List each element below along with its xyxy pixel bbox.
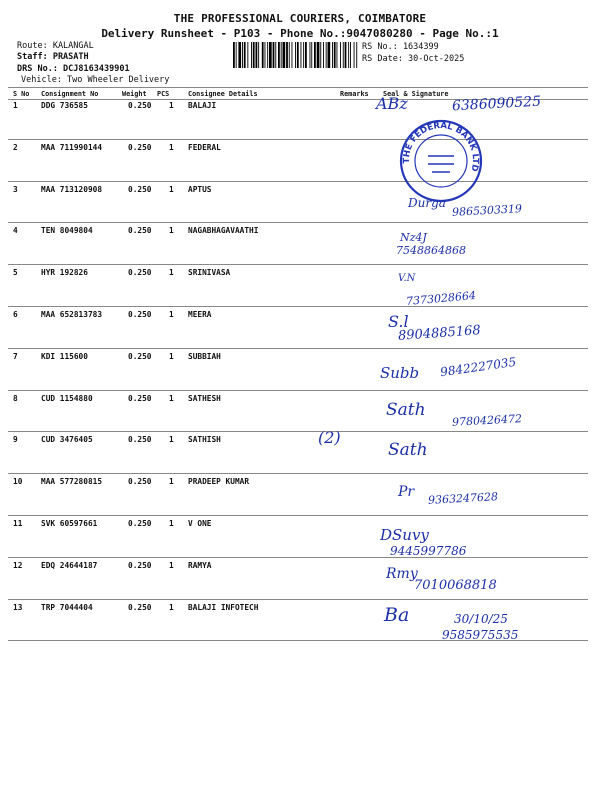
handwritten-date-13: 30/10/25 (454, 612, 508, 626)
cell-sno: 1 (13, 101, 18, 110)
cell-pcs: 1 (169, 185, 174, 194)
row-divider (8, 390, 588, 391)
cell-sno: 2 (13, 143, 18, 152)
row-divider (8, 348, 588, 349)
col-consignment: Consignment No (41, 90, 99, 98)
cell-pcs: 1 (169, 352, 174, 361)
cell-sno: 7 (13, 352, 18, 361)
cell-weight: 0.250 (128, 101, 152, 110)
signature-scribble-13: Ba (384, 604, 410, 626)
rs-date: RS Date: 30-Oct-2025 (362, 54, 465, 64)
company-name: THE PROFESSIONAL COURIERS, COIMBATORE (173, 12, 427, 25)
cell-consignee: RAMYA (188, 561, 212, 570)
cell-consignee: APTUS (188, 185, 212, 194)
signature-scribble-10: Pr (398, 484, 415, 500)
cell-pcs: 1 (169, 561, 174, 570)
cell-consignment: CUD 3476405 (41, 435, 93, 444)
table-row (8, 143, 588, 155)
col-remarks: Remarks (340, 90, 369, 98)
signature-scribble-6: S.l (388, 312, 409, 331)
cell-weight: 0.250 (128, 310, 152, 319)
row-divider (8, 139, 588, 140)
col-pcs: PCS (157, 90, 170, 98)
cell-consignee: SATHISH (188, 435, 221, 444)
col-consignee: Consignee Details (188, 90, 258, 98)
header-top-rule (8, 87, 588, 88)
cell-weight: 0.250 (128, 226, 152, 235)
cell-consignee: V ONE (188, 519, 212, 528)
table-row (8, 268, 588, 280)
cell-consignee: PRADEEP KUMAR (188, 477, 250, 486)
cell-weight: 0.250 (128, 268, 152, 277)
cell-consignment: HYR 192826 (41, 268, 88, 277)
row-divider (8, 515, 588, 516)
cell-sno: 9 (13, 435, 18, 444)
cell-consignee: SRINIVASA (188, 268, 231, 277)
cell-weight: 0.250 (128, 477, 152, 486)
cell-consignment: MAA 577280815 (41, 477, 103, 486)
cell-pcs: 1 (169, 310, 174, 319)
signature-scribble-8: Sath (386, 400, 426, 420)
cell-consignment: EDQ 24644187 (41, 561, 98, 570)
handwritten-phone-6: 8904885168 (397, 323, 482, 344)
table-row (8, 435, 588, 447)
cell-consignee: NAGABHAGAVAATHI (188, 226, 259, 235)
cell-consignee: FEDERAL (188, 143, 221, 152)
cell-weight: 0.250 (128, 603, 152, 612)
remark-marking-9: (2) (318, 428, 341, 447)
cell-consignment: TRP 7044404 (41, 603, 93, 612)
cell-pcs: 1 (169, 394, 174, 403)
cell-consignee: SATHESH (188, 394, 221, 403)
staff-label: Staff: PRASATH (17, 52, 89, 62)
handwritten-phone-5: 7373028664 (405, 288, 477, 309)
cell-consignment: MAA 713120908 (41, 185, 103, 194)
col-weight: Weight (122, 90, 147, 98)
cell-consignment: MAA 652813783 (41, 310, 103, 319)
cell-consignment: SVK 60597661 (41, 519, 98, 528)
cell-weight: 0.250 (128, 561, 152, 570)
signature-scribble-11: DSuvy (380, 526, 429, 544)
cell-pcs: 1 (169, 101, 174, 110)
table-row (8, 477, 588, 489)
cell-consignment: DDG 736585 (41, 101, 88, 110)
handwritten-phone-4: 7548864868 (396, 244, 466, 257)
cell-weight: 0.250 (128, 185, 152, 194)
cell-sno: 12 (13, 561, 23, 570)
cell-pcs: 1 (169, 226, 174, 235)
table-row (8, 519, 588, 531)
handwritten-phone-3: 9865303319 (451, 202, 523, 219)
signature-scribble-9: Sath (388, 440, 428, 460)
drs-number: DRS No.: DCJ8163439901 (17, 64, 130, 74)
handwritten-phone-7: 9842227035 (439, 354, 517, 380)
federal-bank-stamp (398, 118, 484, 204)
handwritten-phone-12: 7010068818 (414, 578, 497, 593)
row-divider (8, 222, 588, 223)
svg-text:THE FEDERAL BANK LTD.: THE FEDERAL BANK LTD (401, 120, 481, 173)
cell-consignee: BALAJI (188, 101, 217, 110)
cell-sno: 4 (13, 226, 18, 235)
row-divider (8, 599, 588, 600)
barcode (232, 42, 359, 68)
runsheet-title: Delivery Runsheet - P103 - Phone No.:9047080280 - Page No.:1 (101, 27, 499, 40)
table-row (8, 185, 588, 197)
cell-consignment: MAA 711990144 (41, 143, 103, 152)
signature-scribble-4: Nz4J (400, 231, 427, 244)
cell-weight: 0.250 (128, 143, 152, 152)
cell-consignee: BALAJI INFOTECH (188, 603, 259, 612)
cell-weight: 0.250 (128, 352, 152, 361)
signature-scribble-5: V.N (398, 273, 416, 284)
rs-number: RS No.: 1634399 (362, 42, 439, 52)
cell-consignment: TEN 8049804 (41, 226, 93, 235)
cell-sno: 11 (13, 519, 23, 528)
row-divider (8, 306, 588, 307)
cell-sno: 5 (13, 268, 18, 277)
handwritten-phone-10: 9363247628 (427, 490, 499, 507)
cell-pcs: 1 (169, 519, 174, 528)
handwritten-phone-13: 9585975535 (442, 628, 519, 642)
table-row (8, 561, 588, 573)
cell-consignment: KDI 115600 (41, 352, 88, 361)
handwritten-phone-11: 9445997786 (390, 544, 467, 558)
cell-sno: 10 (13, 477, 23, 486)
handwritten-phone-1: 6386090525 (451, 93, 542, 115)
row-divider (8, 181, 588, 182)
cell-weight: 0.250 (128, 394, 152, 403)
cell-pcs: 1 (169, 143, 174, 152)
table-row (8, 394, 588, 406)
cell-pcs: 1 (169, 477, 174, 486)
row-divider (8, 557, 588, 558)
route-label: Route: KALANGAL (17, 41, 94, 51)
cell-sno: 6 (13, 310, 18, 319)
row-divider (8, 473, 588, 474)
cell-weight: 0.250 (128, 519, 152, 528)
row-divider (8, 264, 588, 265)
cell-sno: 3 (13, 185, 18, 194)
cell-pcs: 1 (169, 603, 174, 612)
cell-pcs: 1 (169, 435, 174, 444)
row-divider (8, 431, 588, 432)
cell-sno: 13 (13, 603, 23, 612)
cell-consignee: SUBBIAH (188, 352, 221, 361)
vehicle-label: Vehicle: Two Wheeler Delivery (21, 75, 170, 85)
signature-scribble-7: Subb (380, 364, 420, 382)
cell-weight: 0.250 (128, 435, 152, 444)
cell-consignment: CUD 1154880 (41, 394, 93, 403)
signature-scribble-3: Durga (408, 196, 446, 210)
signature-scribble-12: Rmy (386, 566, 418, 582)
table-row (8, 310, 588, 322)
handwritten-phone-8: 9780426472 (451, 412, 523, 429)
cell-pcs: 1 (169, 268, 174, 277)
table-row (8, 226, 588, 238)
cell-consignee: MEERA (188, 310, 212, 319)
col-sno: S No (13, 90, 30, 98)
col-seal: Seal & Signature (383, 90, 449, 98)
cell-sno: 8 (13, 394, 18, 403)
signature-scribble-1: ABz (376, 94, 408, 113)
